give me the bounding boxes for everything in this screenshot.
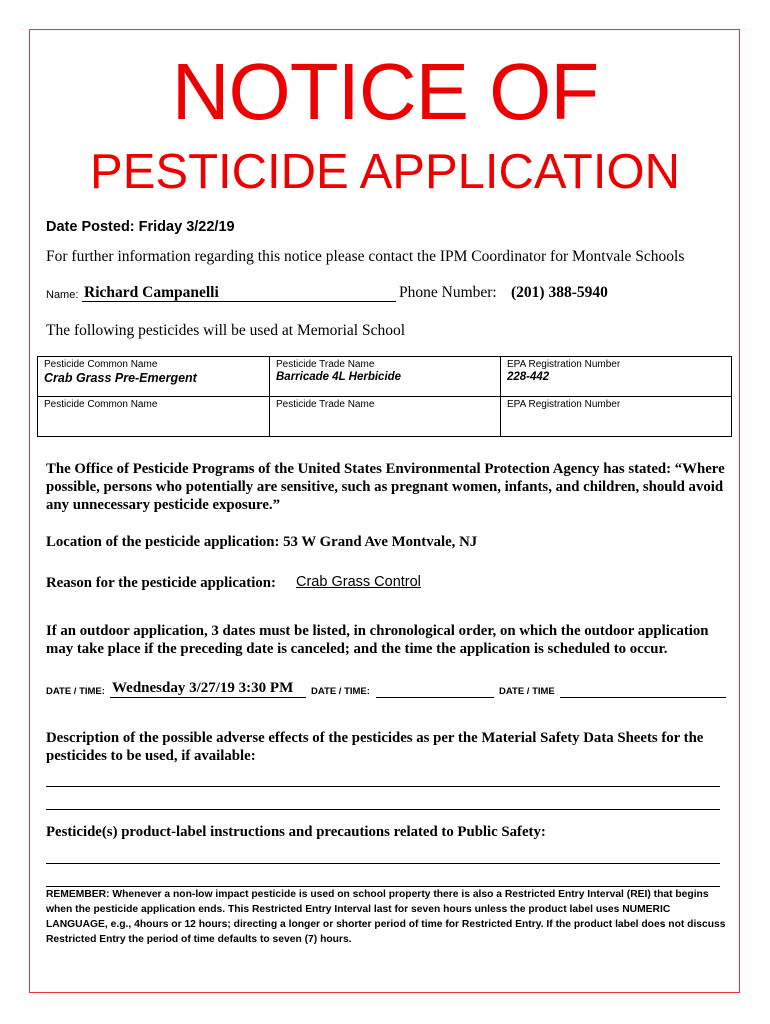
date-time-label-3: DATE / TIME (499, 686, 555, 697)
table-cell (501, 397, 732, 437)
column-header-trade-name: Pesticide Trade Name (276, 399, 375, 410)
description-line-2[interactable] (46, 809, 720, 810)
label-instructions-heading: Pesticide(s) product-label instructions and precautions related to Public Safety: (46, 824, 546, 840)
title-pesticide-application: PESTICIDE APPLICATION (90, 145, 680, 199)
table-cell (501, 357, 732, 397)
epa-statement: The Office of Pesticide Programs of the United States Environmental Protection Agency has stated: “Where possible, persons who potentially are sensitive, such as pregnant women, infants, and children, should avoid any unnecessary pesticide exposure.” (46, 461, 725, 513)
cell-trade-name: Barricade 4L Herbicide (276, 371, 402, 383)
column-header-common-name: Pesticide Common Name (44, 359, 158, 370)
contact-info-text: For further information regarding this notice please contact the IPM Coordinator for Montvale Schools (46, 248, 685, 265)
date-time-label-1: DATE / TIME: (46, 686, 105, 697)
adverse-effects-description: Description of the possible adverse effects of the pesticides as per the Material Safety Data Sheets for the pesticides to be used, if available: (46, 730, 704, 764)
remember-notice: REMEMBER: Whenever a non-low impact pesticide is used on school property there is also a Restricted Entry Interval (REI) that begins when the pesticide application ends. This Restricted Entry Interval last for seven hours unless the product label uses NUMERIC LANGUAGE, e.g., 4hours or 12 hours; directing a longer or shorter period of time for Restricted Entry. If the product label does not discuss Restricted Entry the period of time defaults to seven (7) hours. (46, 889, 726, 945)
table-cell (38, 397, 270, 437)
date-time-value-1: Wednesday 3/27/19 3:30 PM (112, 680, 294, 696)
name-label: Name: (46, 289, 79, 301)
table-row (38, 397, 732, 437)
phone-label: Phone Number: (399, 284, 497, 301)
date-time-underline-2[interactable] (376, 697, 494, 698)
table-cell (270, 397, 501, 437)
instructions-line-1[interactable] (46, 863, 720, 864)
table-cell (270, 357, 501, 397)
date-time-underline-1 (110, 697, 306, 698)
pesticide-table (37, 356, 732, 437)
table-cell (38, 357, 270, 397)
description-line-1[interactable] (46, 786, 720, 787)
column-header-epa-number: EPA Registration Number (507, 359, 621, 370)
column-header-epa-number: EPA Registration Number (507, 399, 621, 410)
reason-label: Reason for the pesticide application: (46, 575, 276, 591)
reason-value: Crab Grass Control (296, 574, 421, 590)
name-underline (82, 301, 396, 302)
location-text: Location of the pesticide application: 53 W Grand Ave Montvale, NJ (46, 534, 478, 550)
name-value: Richard Campanelli (84, 284, 219, 301)
date-time-underline-3[interactable] (560, 697, 726, 698)
phone-value: (201) 388-5940 (511, 284, 608, 301)
title-notice-of: NOTICE OF (171, 47, 599, 136)
date-posted: Date Posted: Friday 3/22/19 (46, 219, 235, 235)
column-header-trade-name: Pesticide Trade Name (276, 359, 375, 370)
table-row (38, 357, 732, 397)
date-time-label-2: DATE / TIME: (311, 686, 370, 697)
cell-common-name: Crab Grass Pre-Emergent (44, 371, 197, 385)
cell-epa-number: 228-442 (507, 371, 550, 383)
outdoor-dates-instructions: If an outdoor application, 3 dates must be listed, in chronological order, on which the outdoor application may take place if the preceding date is canceled; and the time the application is scheduled to occur. (46, 623, 709, 657)
column-header-common-name: Pesticide Common Name (44, 399, 158, 410)
following-pesticides-text: The following pesticides will be used at Memorial School (46, 322, 406, 339)
